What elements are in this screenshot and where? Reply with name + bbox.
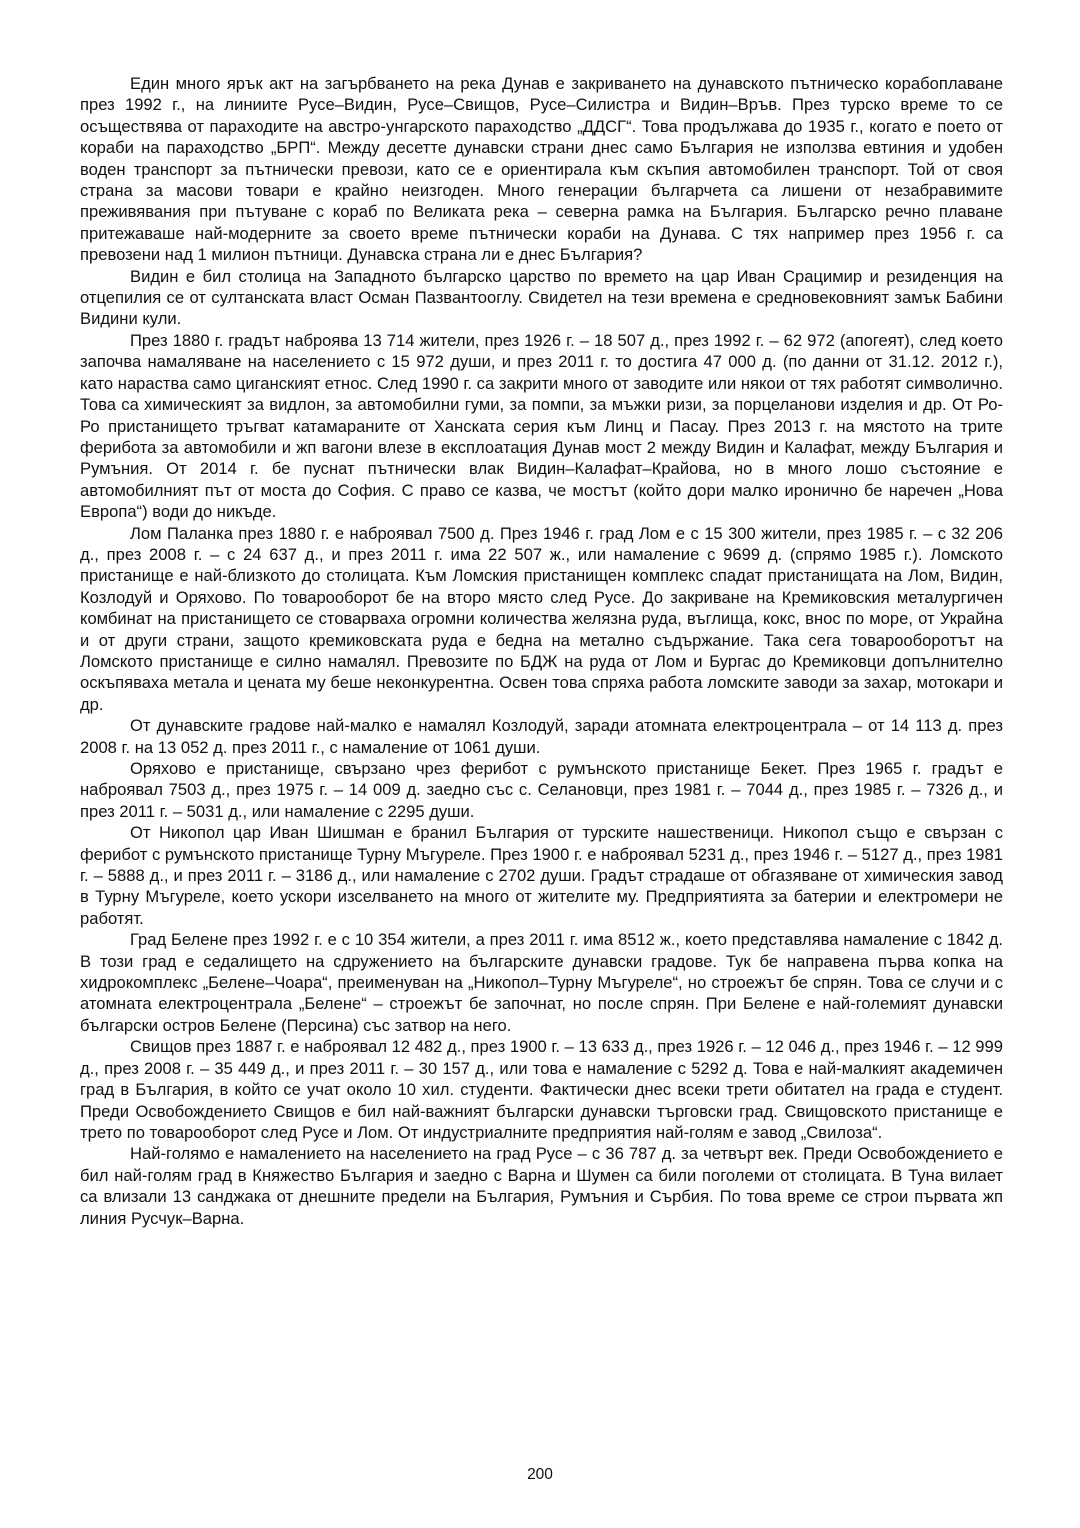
paragraph-nikopol: От Никопол цар Иван Шишман е бранил България от турските нашественици. Никопол също е свързан с ферибот с румънското пристанище Турну Мъгуреле. През 1900 г. е наброявал 5231 д., през 1946 г. – 5127 д., през 1981 г. – 5888 д., и през 2011 г. – 3186 д., или намаление с 2702 души. Градът страдаше от обгазяване от химическия завод в Турну Мъгуреле, което ускори изселването на много от жителите му. Предприятията за батерии и електромери не работят. [80,823,1003,928]
paragraph-ruse: Най-голямо е намалението на населението на град Русе – с 36 787 д. за четвърт век. Преди Освобождението е бил най-голям град в Княжество България и заедно с Варна и Шумен са били поголеми от столицата. В Туна вилает са влизали 13 санджака от днешните предели на България, Румъния и Сърбия. По това време се строи първата жп линия Русчук–Варна. [80,1144,1003,1228]
paragraph-oryahovo: Оряхово е пристанище, свързано чрез ферибот с румънското пристанище Бекет. През 1965 г. градът е наброявал 7503 д., през 1975 г. – 14 009 д. заедно със с. Селановци, през 1981 г. – 7044 д., през 1985 г. – 7326 д., и през 2011 г. – 5031 д., или намаление с 2295 души. [80,759,1003,821]
paragraph-vidin-population: През 1880 г. градът наброява 13 714 жители, през 1926 г. – 18 507 д., през 1992 г. – 62 972 (апогеят), след което започва намаляване на населението с 15 972 души, и през 2011 г. то достига 47 000 д. (по данни от 31.12. 2012 г.), като нараства само циганският етнос. След 1990 г. са закрити много от заводите или някои от тях работят символично. Това са химическият за видлон, за автомобилни гуми, за помпи, за мъжки ризи, за порцеланови изделия и др. От Ро-Ро пристанището тръгват катамараните от Ханската серия към Линц и Пасау. През 2013 г. на мястото на трите ферибота за автомобили и жп вагони влезе в експлоатация Дунав мост 2 между Видин и Калафат, между България и Румъния. От 2014 г. бе пуснат пътнически влак Видин–Калафат–Крайова, но в много лошо състояние е автомобилният път от моста до София. С право се казва, че мостът (който дори малко иронично бе наречен „Нова Европа“) води до никъде. [80,330,1003,522]
page-body [80,73,1003,1229]
paragraph-kozloduy: От дунавските градове най-малко е намалял Козлодуй, заради атомната електроцентрала – от 14 113 д. през 2008 г. на 13 052 д. през 2011 г., с намаление от 1061 души. [80,716,1003,757]
paragraph-danube-shipping: Един много ярък акт на загърбването на река Дунав е закриването на дунавското пътническо корабоплаване през 1992 г., на линиите Русе–Видин, Русе–Свищов, Русе–Силистра и Видин–Връв. През турско време то се осъществява от параходите на австро-унгарското параходство „ДДСГ“. Това продължава до 1935 г., когато е поето от кораби на параходство „БРП“. Между десетте дунавски страни днес само България не използва евтиния и удобен воден транспорт за пътнически превози, като се е ориентирала към скъпия автомобилен транспорт. Той от своя страна за масови товари е крайно неизгоден. Много генерации българчета са лишени от незабравимите преживявания при пътуване с кораб по Великата река – северна рамка на България. Българско речно плаване притежаваше най-модерните за своето време пътнически кораби на Дунава. С тях например през 1956 г. са превозени над 1 милион пътници. Дунавска страна ли е днес България? [80,74,1003,265]
paragraph-vidin-history: Видин е бил столица на Западното българско царство по времето на цар Иван Срацимир и резиденция на отцепилия се от султанската власт Осман Пазвантооглу. Свидетел на тези времена е средновековният замък Бабини Видини кули. [80,266,1003,329]
page-number: 200 [527,1466,553,1483]
paragraph-svishtov: Свищов през 1887 г. е наброявал 12 482 д., през 1900 г. – 13 633 д., през 1926 г. – 12 046 д., през 1946 г. – 12 999 д., през 2008 г. – 35 449 д., и през 2011 г. – 30 157 д., или това е намаление с 5292 д. Това е най-малкият академичен град в България, в който се учат около 10 хил. студенти. Фактически днес всеки трети обитател на града е студент. Преди Освобождението Свищов е бил най-важният български дунавски търговски град. Свищовското пристанище е трето по товарооборот след Русе и Лом. От индустриалните предприятия най-голям е завод „Свилоза“. [80,1037,1003,1142]
paragraph-belene: Град Белене през 1992 г. е с 10 354 жители, а през 2011 г. има 8512 ж., което представлява намаление с 1842 д. В този град е седалището на сдружението на българските дунавски градове. Тук бе направена първа копка на хидрокомплекс „Белене–Чоара“, преименуван на „Никопол–Турну Мъгуреле“, но строежът бе спрян. Това се случи и с атомната електроцентрала „Белене“ – строежът бе започнат, но после спрян. При Белене е най-големият дунавски български остров Белене (Персина) със затвор на него. [80,930,1003,1035]
paragraph-lom: Лом Паланка през 1880 г. е наброявал 7500 д. През 1946 г. град Лом е с 15 300 жители, през 1985 г. – с 32 206 д., през 2008 г. – с 24 637 д., и през 2011 г. има 22 507 ж., или намаление с 9699 д. (спрямо 1985 г.). Ломското пристанище е най-близкото до столицата. Към Ломския пристанищен комплекс спадат пристанищата на Лом, Видин, Козлодуй и Оряхово. По товарооборот бе на второ място след Русе. До закриване на Кремиковския металургичен комбинат на пристанището се стоварваха огромни количества желязна руда, въглища, кокс, внос по море, от Украйна и от други страни, защото кремиковската руда е бедна на метално съдържание. Така сега товарооборотът на Ломското пристанище е силно намалял. Превозите по БДЖ на руда от Лом и Бургас до Кремиковци допълнително оскъпяваха метала и цената му беше неконкурентна. Освен това спряха работа ломските заводи за захар, мотокари и др. [80,523,1003,714]
